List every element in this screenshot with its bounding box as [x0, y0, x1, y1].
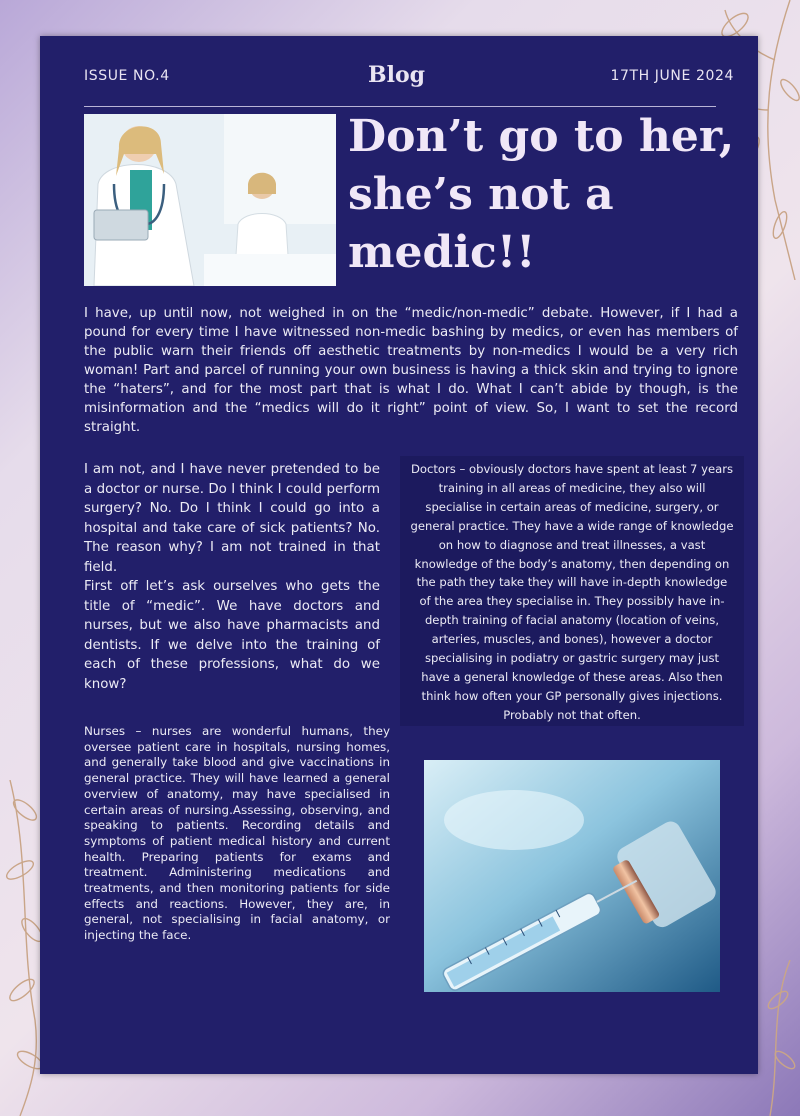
doctors-illustration	[84, 114, 336, 286]
left-column-paragraph-2: First off let’s ask ourselves who gets the title of “medic”. We have doctors and nurses, but we also have pharmacists and dentists. If we delve into the training of each of these professions, what do we know?	[84, 579, 380, 692]
newsletter-page	[40, 36, 758, 1074]
article-headline: Don’t go to her, she’s not a medic!!	[348, 111, 735, 278]
blog-title: Blog	[368, 62, 426, 88]
doctors-photo	[84, 114, 336, 286]
syringe-vial-illustration	[424, 760, 720, 992]
vaccine-syringe-photo	[424, 760, 720, 992]
intro-paragraph: I have, up until now, not weighed in on the “medic/non-medic” debate. However, if I had a pound for every time I have witnessed non-medic bashing by medics, or even has members of the public warn their friends off aesthetic treatments by non-medics I would be a very rich woman! Part and parcel of running your own business is having a thick skin and trying to ignore the “haters”, and for the most part that is what I do. What I can’t abide by though, is the misinformation and the “medics will do it right” point of view. So, I want to set the record straight.	[84, 306, 738, 435]
left-column-paragraph-1: I am not, and I have never pretended to be a doctor or nurse. Do I think I could perform surgery? No. Do I think I could go into a hospital and take care of sick patients? No. The reason why? I am not trained in that field.	[84, 462, 380, 575]
nurses-paragraph: Nurses – nurses are wonderful humans, they oversee patient care in hospitals, nursing homes, and generally take blood and give vaccinations in general practice. They will have learned a general overview of anatomy, may have specialised in certain areas of nursing.Assessing, observing, and speaking to patients. Recording details and symptoms of patient medical history and current health. Preparing patients for exams and treatment. Administering medications and treatments, and then monitoring patients for side effects and reactions. However, they are, in general, not specialising in facial anatomy, or injecting the face.	[84, 724, 390, 943]
issue-number: ISSUE NO.4	[84, 68, 170, 84]
doctors-paragraph: Doctors – obviously doctors have spent at least 7 years training in all areas of medicine, they also will specialise in certain areas of medicine, surgery, or general practice. They have a wide range of knowledge on how to diagnose and treat illnesses, a vast knowledge of the body’s anatomy, then depending on the path they take they will have in-depth knowledge of the area they specialise in. They possibly have in-depth training of facial anatomy (location of veins, arteries, muscles, and bones), however a doctor specialising in podiatry or gastric surgery may just have a general knowledge of these areas. Also then think how often your GP personally gives injections. Probably not that often.	[410, 462, 734, 722]
left-column	[84, 460, 380, 694]
issue-date: 17TH JUNE 2024	[610, 68, 734, 84]
doctors-callout	[400, 456, 744, 726]
masthead	[84, 62, 734, 90]
header-divider	[84, 106, 716, 107]
